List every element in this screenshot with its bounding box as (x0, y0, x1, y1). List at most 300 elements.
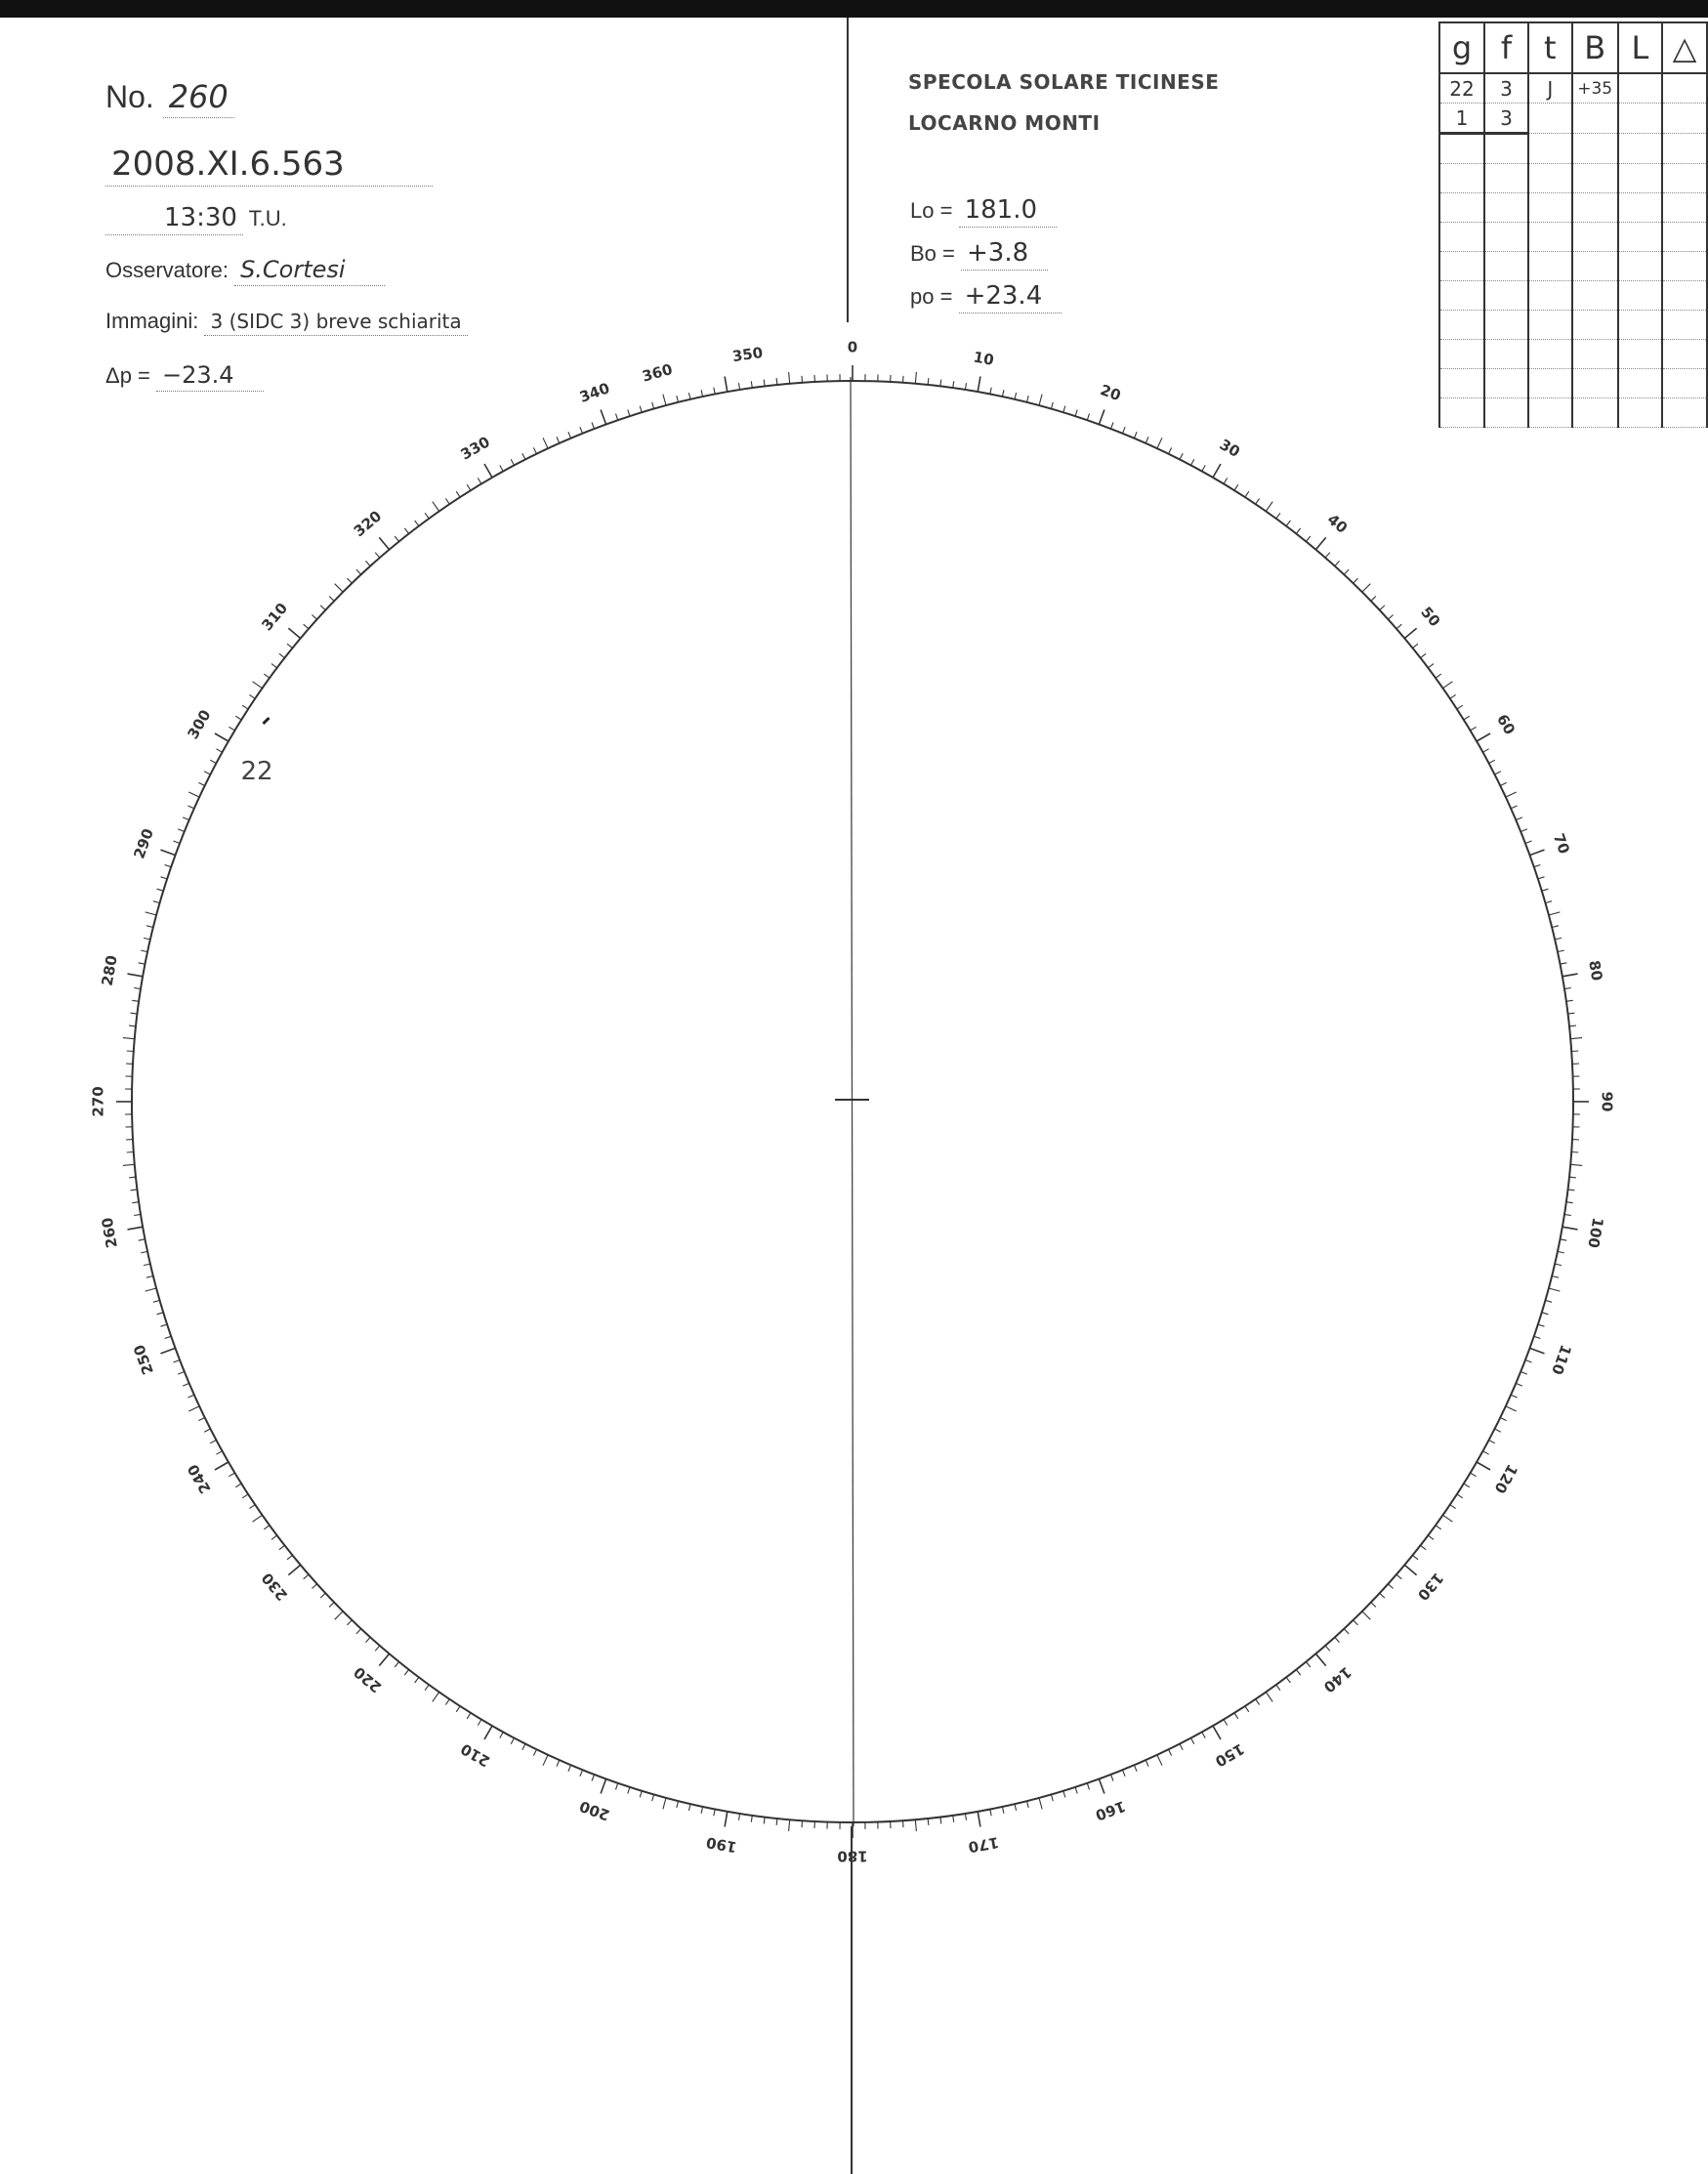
degree-tick (183, 817, 189, 820)
degree-tick (356, 569, 361, 574)
degree-tick (978, 1812, 980, 1827)
degree-tick (335, 584, 344, 593)
delta-p-value: −23.4 (156, 361, 264, 392)
time-unit: T.U. (248, 206, 287, 230)
degree-tick (132, 1202, 139, 1203)
observatory-location: LOCARNO MONTI (908, 111, 1101, 135)
scale-label: 270 (89, 1086, 107, 1117)
table-cell (1439, 164, 1484, 193)
degree-tick (1428, 664, 1434, 668)
table-cell (1618, 369, 1662, 398)
degree-tick (1051, 402, 1053, 409)
degree-tick (789, 1819, 790, 1831)
sunspot-group-label: 22 (240, 757, 273, 786)
table-cell (1439, 223, 1484, 252)
degree-tick (1534, 1336, 1541, 1338)
degree-tick (210, 1441, 216, 1443)
degree-tick (1413, 644, 1419, 648)
table-cell (1528, 398, 1572, 428)
degree-tick (1457, 1494, 1463, 1498)
p0-label: po = (910, 284, 953, 309)
degree-tick (1344, 569, 1349, 574)
degree-tick (216, 1451, 222, 1454)
degree-tick (1571, 1051, 1578, 1052)
degree-tick (235, 1484, 241, 1487)
degree-tick (1530, 850, 1545, 856)
degree-tick (1344, 1629, 1349, 1634)
degree-tick (478, 478, 481, 483)
degree-tick (940, 380, 941, 387)
sunspot-table (1438, 21, 1708, 428)
degree-tick (366, 1637, 371, 1642)
degree-tick (215, 733, 229, 741)
degree-tick (287, 1555, 293, 1559)
cell-l (1618, 104, 1662, 134)
degree-tick (1560, 1239, 1566, 1240)
degree-tick (415, 1677, 419, 1683)
degree-tick (990, 1809, 991, 1816)
degree-tick (953, 1816, 954, 1822)
degree-tick (1570, 1038, 1582, 1039)
table-cell (1484, 193, 1528, 223)
degree-tick (188, 1406, 199, 1411)
scale-label: 10 (972, 348, 996, 369)
table-row (1439, 193, 1707, 223)
degree-tick (1436, 1526, 1441, 1529)
degree-tick (204, 772, 210, 774)
degree-tick (1421, 653, 1427, 657)
degree-tick (433, 502, 439, 512)
cell-l (1618, 73, 1662, 104)
table-cell (1572, 281, 1618, 311)
degree-tick (348, 578, 353, 583)
degree-tick (379, 1653, 389, 1665)
degree-tick (183, 1383, 189, 1386)
degree-tick (1306, 536, 1310, 542)
table-cell (1439, 252, 1484, 281)
degree-tick (1388, 615, 1393, 620)
table-header-row (1439, 22, 1707, 73)
degree-tick (533, 1749, 536, 1755)
table-cell (1618, 398, 1662, 428)
degree-tick (965, 1814, 966, 1820)
table-cell (1662, 340, 1707, 369)
scale-label: 80 (1585, 958, 1606, 982)
degree-tick (1542, 1313, 1549, 1315)
degree-tick (215, 1462, 229, 1470)
sunspot-group-marks (241, 718, 273, 786)
cell-g: 1 (1439, 104, 1484, 134)
degree-tick (1371, 597, 1376, 602)
degree-tick (601, 410, 606, 425)
table-row (1439, 369, 1707, 398)
degree-tick (915, 1819, 916, 1831)
degree-tick (500, 465, 503, 471)
degree-tick (433, 1693, 439, 1702)
degree-tick (1015, 1804, 1017, 1811)
degree-tick (188, 792, 199, 797)
degree-tick (511, 1738, 514, 1744)
scale-label: 20 (1098, 381, 1124, 405)
b0-label: Bo = (910, 241, 955, 266)
degree-tick (235, 716, 241, 720)
degree-tick (725, 1812, 728, 1827)
degree-tick (663, 395, 666, 406)
scale-label: 70 (1549, 830, 1573, 857)
degree-tick (1276, 513, 1280, 519)
table-cell (1528, 311, 1572, 340)
degree-tick (249, 694, 255, 698)
scale-label: 250 (130, 1342, 157, 1377)
degree-tick (1202, 1733, 1205, 1738)
degree-tick (764, 380, 765, 387)
scale-label: 360 (640, 360, 675, 386)
scale-label: 0 (847, 338, 858, 356)
degree-tick (356, 1629, 361, 1634)
degree-tick (375, 553, 380, 558)
degree-tick (484, 464, 492, 478)
col-g-header: g (1439, 22, 1484, 73)
degree-tick (1362, 1611, 1371, 1620)
degree-tick (1558, 950, 1564, 952)
degree-tick (287, 644, 293, 648)
degree-tick (456, 491, 460, 497)
table-cell (1484, 223, 1528, 252)
scale-label: 200 (577, 1797, 612, 1824)
degree-tick (714, 388, 715, 395)
degree-tick (522, 453, 525, 459)
degree-tick (1039, 395, 1042, 406)
degree-tick (1525, 1360, 1532, 1363)
observatory-name: SPECOLA SOLARE TICINESE (908, 70, 1220, 94)
degree-tick (249, 1505, 255, 1509)
scale-label: 110 (1548, 1342, 1575, 1377)
degree-tick (304, 624, 309, 629)
degree-tick (1495, 1429, 1501, 1432)
degree-tick (751, 381, 752, 388)
degree-tick (739, 383, 740, 390)
degree-tick (329, 1603, 334, 1608)
cell-b: +35 (1572, 73, 1618, 104)
degree-tick (1562, 974, 1578, 977)
degree-tick (1388, 1584, 1393, 1589)
scale-label: 330 (457, 433, 493, 464)
degree-tick (128, 1227, 144, 1230)
degree-tick (1500, 1418, 1506, 1421)
degree-tick (1534, 865, 1541, 867)
degree-tick (157, 1313, 164, 1315)
degree-tick (1464, 1484, 1470, 1487)
degree-tick (1234, 484, 1238, 490)
table-cell (1662, 281, 1707, 311)
scale-label: 210 (457, 1739, 493, 1771)
images-value: 3 (SIDC 3) breve schiarita (204, 310, 467, 336)
degree-tick (1495, 772, 1501, 774)
degree-tick (253, 682, 263, 689)
degree-tick (789, 372, 790, 384)
degree-tick (592, 1775, 595, 1781)
degree-tick (1428, 1535, 1434, 1539)
table-row (1439, 164, 1707, 193)
degree-tick (242, 1494, 248, 1498)
degree-tick (1538, 877, 1545, 879)
degree-tick (204, 1429, 210, 1432)
degree-tick (198, 1418, 204, 1421)
degree-tick (123, 1038, 135, 1039)
cell-delta (1662, 73, 1707, 104)
degree-tick (404, 528, 408, 534)
table-cell (1662, 369, 1707, 398)
scale-label: 320 (350, 507, 386, 541)
degree-tick (165, 865, 172, 867)
degree-tick (915, 372, 916, 384)
degree-tick (751, 1816, 752, 1822)
scale-label: 150 (1212, 1739, 1248, 1771)
degree-tick (153, 1300, 160, 1302)
table-cell (1484, 369, 1528, 398)
table-cell (1662, 398, 1707, 428)
degree-tick (1134, 1765, 1137, 1772)
table-row (1439, 340, 1707, 369)
table-cell (1618, 193, 1662, 223)
table-cell (1618, 340, 1662, 369)
degree-tick (1296, 528, 1300, 534)
degree-tick (1111, 423, 1114, 430)
degree-tick (134, 988, 141, 989)
degree-tick (348, 1620, 353, 1625)
table-cell (1528, 340, 1572, 369)
degree-tick (1123, 427, 1126, 434)
scale-label: 180 (837, 1847, 868, 1865)
degree-tick (1202, 465, 1205, 471)
degree-tick (1354, 578, 1358, 583)
degree-tick (1002, 390, 1004, 397)
degree-tick (928, 1819, 929, 1825)
number-value: 260 (163, 78, 234, 118)
table-cell (1572, 193, 1618, 223)
table-cell (1528, 281, 1572, 311)
degree-tick (1296, 1670, 1300, 1676)
table-row (1439, 73, 1707, 104)
degree-tick (467, 484, 471, 490)
degree-tick (500, 1733, 503, 1738)
degree-tick (1315, 537, 1325, 549)
table-row (1439, 134, 1707, 164)
degree-tick (663, 1798, 666, 1810)
degree-tick (592, 423, 595, 430)
degree-tick (425, 513, 429, 519)
degree-tick (1354, 1620, 1358, 1625)
degree-tick (1157, 438, 1162, 448)
degree-tick (1224, 478, 1228, 483)
table-row (1439, 281, 1707, 311)
degree-tick (161, 877, 168, 879)
degree-tick (178, 829, 185, 832)
degree-tick (1315, 1653, 1325, 1665)
scale-label: 290 (130, 826, 157, 861)
degree-tick (522, 1744, 525, 1750)
degree-tick (161, 1324, 168, 1326)
table-cell (1662, 311, 1707, 340)
cell-f: 3 (1484, 104, 1528, 134)
degree-tick (312, 1584, 316, 1589)
degree-tick (467, 1713, 471, 1719)
degree-tick (1256, 498, 1260, 504)
degree-tick (1371, 1603, 1376, 1608)
degree-tick (1380, 606, 1385, 610)
table-cell (1572, 369, 1618, 398)
degree-tick (1570, 1164, 1582, 1165)
degree-tick (1464, 716, 1470, 720)
degree-tick (1549, 1288, 1561, 1291)
table-cell (1439, 193, 1484, 223)
degree-tick (146, 926, 153, 928)
scale-label: 60 (1493, 711, 1520, 738)
degree-tick (404, 1670, 408, 1676)
degree-tick (264, 1526, 270, 1529)
degree-tick (1180, 1744, 1183, 1750)
degree-tick (1483, 1451, 1489, 1454)
degree-tick (128, 974, 144, 977)
degree-tick (714, 1809, 715, 1816)
scale-label: 190 (704, 1833, 738, 1857)
degree-tick (802, 1820, 803, 1827)
table-cell (1572, 398, 1618, 428)
degree-tick (978, 377, 980, 393)
degree-tick (1256, 1699, 1260, 1705)
table-cell (1528, 134, 1572, 164)
degree-tick (533, 447, 536, 453)
degree-tick (776, 378, 777, 385)
table-cell (1528, 369, 1572, 398)
degree-tick (1286, 521, 1290, 526)
sunspot-mark (264, 718, 270, 724)
scale-label: 90 (1598, 1091, 1616, 1112)
degree-tick (1521, 1372, 1527, 1375)
scale-label: 220 (350, 1662, 386, 1696)
cell-g: 22 (1439, 73, 1484, 104)
table-row (1439, 104, 1707, 134)
scale-label: 120 (1490, 1461, 1521, 1497)
degree-tick (157, 889, 164, 891)
degree-tick (1027, 1801, 1029, 1808)
degree-tick (1362, 584, 1371, 593)
table-cell (1618, 134, 1662, 164)
degree-tick (1558, 1251, 1564, 1253)
cell-delta (1662, 104, 1707, 134)
degree-tick (1560, 963, 1566, 964)
scale-label: 130 (1413, 1568, 1447, 1605)
degree-tick (1266, 1693, 1272, 1702)
degree-tick (1286, 1677, 1290, 1683)
table-cell (1528, 193, 1572, 223)
degree-tick (131, 1013, 138, 1014)
degree-tick (242, 705, 248, 709)
degree-tick (1099, 410, 1104, 425)
degree-tick (1087, 1783, 1089, 1790)
degree-tick (557, 437, 560, 442)
degree-tick (688, 1804, 690, 1811)
degree-tick (1566, 1202, 1573, 1203)
degree-tick (677, 1801, 679, 1808)
degree-tick (1569, 1177, 1576, 1178)
degree-tick (652, 402, 654, 409)
degree-tick (1213, 1726, 1221, 1739)
table-cell (1484, 281, 1528, 311)
degree-tick (802, 376, 803, 383)
degree-tick (1552, 926, 1559, 928)
degree-tick (701, 390, 703, 397)
degree-tick (1169, 447, 1172, 453)
table-cell (1528, 252, 1572, 281)
degree-tick (165, 1336, 172, 1338)
degree-tick (1213, 464, 1221, 478)
degree-tick (557, 1760, 560, 1766)
degree-tick (511, 459, 514, 465)
degree-tick (415, 521, 419, 526)
table-cell (1484, 134, 1528, 164)
degree-tick (1396, 624, 1401, 629)
degree-tick (725, 377, 728, 393)
degree-tick (198, 782, 204, 785)
degree-tick (320, 606, 325, 610)
degree-tick (375, 1646, 380, 1651)
degree-tick (1538, 1324, 1545, 1326)
table-cell (1618, 223, 1662, 252)
degree-tick (187, 806, 193, 809)
degree-tick (776, 1819, 777, 1825)
degree-tick (127, 1152, 134, 1153)
degree-tick (1542, 889, 1549, 891)
degree-tick (129, 1177, 136, 1178)
table-cell (1618, 281, 1662, 311)
degree-tick (288, 1565, 300, 1574)
degree-tick (1506, 792, 1517, 797)
degree-tick (174, 841, 181, 844)
scale-label: 50 (1417, 603, 1444, 631)
degree-tick (1443, 1515, 1453, 1522)
degree-tick (139, 1239, 146, 1240)
degree-tick (903, 1820, 904, 1827)
degree-tick (1525, 841, 1532, 844)
degree-tick (1564, 1214, 1571, 1215)
degree-tick (1489, 760, 1495, 763)
table-cell (1484, 311, 1528, 340)
degree-tick (1191, 1738, 1194, 1744)
table-cell (1528, 164, 1572, 193)
degree-tick (1146, 1760, 1148, 1766)
degree-tick (1075, 1787, 1077, 1794)
degree-tick (1191, 459, 1194, 465)
scale-label: 350 (730, 343, 765, 366)
table-cell (1572, 223, 1618, 252)
degree-tick (1325, 1646, 1330, 1651)
degree-tick (1306, 1662, 1310, 1668)
degree-tick (580, 427, 583, 434)
table-cell (1439, 398, 1484, 428)
degree-tick (1500, 782, 1506, 785)
degree-tick (1555, 938, 1562, 940)
degree-tick (329, 597, 334, 602)
degree-tick (1511, 1395, 1517, 1398)
degree-tick (144, 1264, 150, 1266)
table-cell (1662, 193, 1707, 223)
table-cell (1439, 311, 1484, 340)
degree-tick (688, 393, 690, 399)
degree-tick (153, 901, 160, 903)
degree-tick (1562, 1227, 1578, 1230)
degree-tick (1545, 1300, 1552, 1302)
